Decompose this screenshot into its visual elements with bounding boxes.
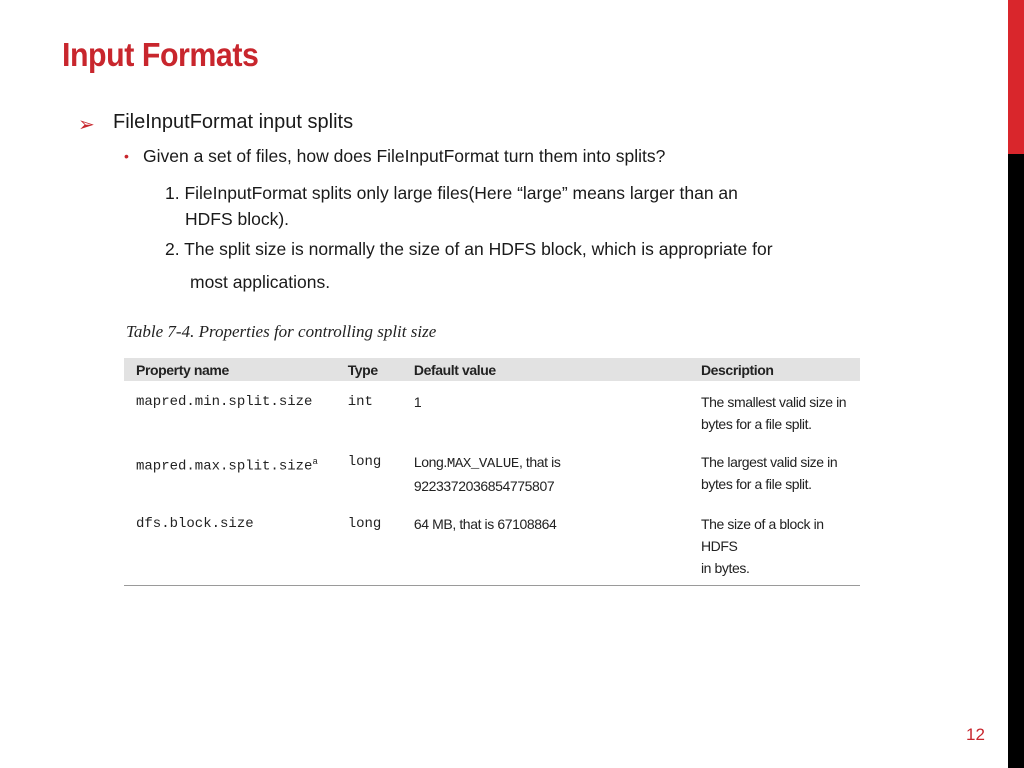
header-default-value: Default value	[402, 358, 689, 381]
cell-description	[689, 503, 860, 586]
header-property-name: Property name	[124, 358, 336, 381]
description-line1: The smallest valid size in	[700, 394, 847, 410]
table-row	[124, 503, 860, 586]
property-name-text: mapred.min.split.size	[136, 394, 313, 410]
default-mono: MAX_VALUE	[446, 456, 519, 472]
default-value-line2: 9223372036854775807	[413, 478, 555, 494]
default-suffix: , that is	[518, 454, 561, 470]
description-line2: bytes for a file split.	[700, 476, 812, 492]
page-number: 12	[966, 725, 985, 744]
point-1-line2: HDFS block).	[185, 209, 290, 229]
cell-property-name	[124, 503, 336, 586]
point-1-line1: 1. FileInputFormat splits only large files(Here “large” means larger than an	[165, 183, 738, 203]
table-row	[124, 381, 860, 441]
point-2-line2: most applications.	[190, 272, 331, 292]
table-caption: Table 7-4. Properties for controlling split size	[126, 322, 437, 341]
point-1	[165, 180, 885, 232]
cell-type: int	[347, 394, 373, 410]
cell-property-name	[124, 441, 336, 503]
arrow-bullet-icon: ➢	[78, 114, 95, 136]
cell-default-value	[402, 441, 689, 503]
description-line2: bytes for a file split.	[700, 416, 812, 432]
cell-property-name	[124, 381, 336, 441]
footnote-marker: a	[312, 457, 318, 467]
side-accent-bar	[1008, 0, 1024, 154]
property-name-text: dfs.block.size	[136, 516, 254, 532]
description-line1: The largest valid size in	[700, 454, 838, 470]
cell-type: long	[347, 454, 382, 470]
slide-title: Input Formats	[62, 36, 259, 73]
cell-description	[689, 381, 860, 441]
point-2-line1: 2. The split size is normally the size of an HDFS block, which is appropriate for	[165, 239, 773, 259]
dot-bullet-icon: •	[124, 148, 129, 164]
cell-type: long	[347, 516, 382, 532]
header-description: Description	[689, 358, 860, 381]
cell-description	[689, 441, 860, 503]
property-name-text: mapred.max.split.size	[136, 458, 313, 475]
description-line2: in bytes.	[700, 560, 750, 576]
side-dark-bar	[1008, 154, 1024, 768]
default-value-line1	[414, 451, 689, 475]
default-prefix: Long.	[413, 454, 447, 470]
properties-table	[124, 358, 860, 586]
cell-default-value: 64 MB, that is 67108864	[413, 516, 557, 532]
table-header-row	[124, 358, 860, 381]
table-row	[124, 441, 860, 503]
bullet-level1: FileInputFormat input splits	[113, 111, 354, 133]
bullet-level2: Given a set of files, how does FileInputFormat turn them into splits?	[143, 146, 666, 166]
cell-default-value: 1	[413, 394, 422, 410]
description-line1: The size of a block in HDFS	[700, 516, 824, 554]
header-type: Type	[336, 358, 402, 381]
